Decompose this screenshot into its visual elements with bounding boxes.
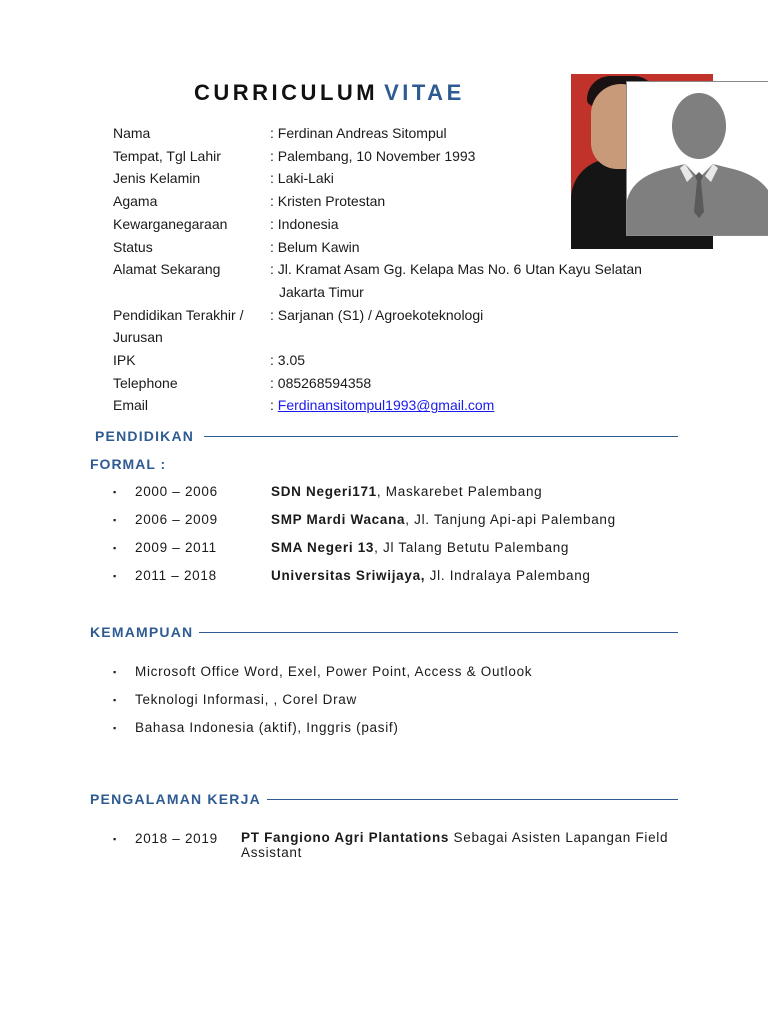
edu-years: 2006 – 2009 bbox=[135, 512, 218, 527]
list-item bbox=[113, 512, 616, 528]
info-row-alamat bbox=[113, 258, 693, 303]
bullet-icon: ▪ bbox=[113, 543, 117, 553]
bullet-icon: ▪ bbox=[113, 667, 117, 677]
cv-title bbox=[194, 80, 465, 106]
info-label-line1: Pendidikan Terakhir / bbox=[113, 306, 244, 323]
edu-desc bbox=[271, 484, 542, 500]
info-value: : Laki-Laki bbox=[270, 170, 334, 187]
section-divider bbox=[267, 799, 678, 800]
formal-label: FORMAL : bbox=[90, 456, 167, 472]
section-kemampuan bbox=[90, 624, 678, 640]
list-item bbox=[113, 568, 591, 584]
email-prefix: : bbox=[270, 397, 278, 414]
info-label: Nama bbox=[113, 125, 151, 141]
info-row-jenis-kelamin bbox=[113, 167, 693, 190]
edu-desc bbox=[271, 568, 591, 584]
info-label: Email bbox=[113, 397, 149, 414]
info-value: : Ferdinan Andreas Sitompul bbox=[270, 125, 447, 141]
info-label: Status bbox=[113, 238, 153, 255]
info-label: Alamat Sekarang bbox=[113, 261, 221, 278]
info-row-status bbox=[113, 236, 693, 259]
edu-desc bbox=[271, 512, 616, 528]
edu-desc bbox=[271, 540, 569, 556]
list-item bbox=[113, 540, 569, 556]
info-value: : Belum Kawin bbox=[270, 238, 360, 255]
skill-text: Teknologi Informasi, , Corel Draw bbox=[135, 692, 357, 707]
info-row-nama bbox=[113, 122, 693, 145]
edu-years: 2009 – 2011 bbox=[135, 540, 217, 555]
edu-place: , Jl Talang Betutu Palembang bbox=[374, 540, 570, 555]
bullet-icon: ▪ bbox=[113, 487, 117, 497]
section-title: KEMAMPUAN bbox=[90, 624, 194, 640]
bullet-icon: ▪ bbox=[113, 834, 117, 844]
bullet-icon: ▪ bbox=[113, 515, 117, 525]
edu-school: Universitas Sriwijaya, bbox=[271, 568, 426, 583]
info-row-ttl bbox=[113, 145, 693, 168]
info-value: : Palembang, 10 November 1993 bbox=[270, 147, 476, 164]
skill-text: Bahasa Indonesia (aktif), Inggris (pasif) bbox=[135, 720, 399, 735]
info-row-pendidikan bbox=[113, 304, 693, 349]
edu-place: , Jl. Tanjung Api-api Palembang bbox=[405, 512, 616, 527]
info-label: Kewarganegaraan bbox=[113, 215, 228, 232]
info-value: : Kristen Protestan bbox=[270, 193, 386, 210]
list-item bbox=[113, 484, 542, 500]
work-item bbox=[113, 831, 683, 860]
info-label bbox=[113, 304, 270, 349]
work-company: PT Fangiono Agri Plantations bbox=[241, 830, 450, 845]
info-value: : Indonesia bbox=[270, 215, 339, 232]
info-value: : Sarjanan (S1) / Agroekoteknologi bbox=[270, 306, 484, 323]
work-role: Sebagai Asisten Lapangan Field Assistant bbox=[241, 830, 669, 860]
section-title: PENGALAMAN KERJA bbox=[90, 791, 261, 807]
edu-school: SDN Negeri171 bbox=[271, 484, 377, 499]
email-link[interactable]: Ferdinansitompul1993@gmail.com bbox=[277, 397, 495, 414]
info-row-ipk bbox=[113, 349, 693, 372]
section-divider bbox=[204, 436, 678, 437]
work-years: 2018 – 2019 bbox=[135, 831, 218, 846]
list-item bbox=[113, 664, 532, 680]
info-label-line2: Jurusan bbox=[113, 329, 163, 346]
info-value-line1: : Jl. Kramat Asam Gg. Kelapa Mas No. 6 Utan Kayu Selatan bbox=[270, 261, 642, 278]
list-item bbox=[113, 692, 357, 708]
info-row-email bbox=[113, 394, 693, 417]
work-desc bbox=[241, 831, 683, 860]
info-label: Telephone bbox=[113, 374, 178, 391]
info-label: IPK bbox=[113, 352, 136, 369]
edu-place: , Maskarebet Palembang bbox=[376, 484, 543, 499]
edu-school: SMP Mardi Wacana bbox=[271, 512, 406, 527]
section-pendidikan bbox=[95, 428, 678, 444]
edu-years: 2011 – 2018 bbox=[135, 568, 217, 583]
list-item bbox=[113, 720, 399, 736]
bullet-icon: ▪ bbox=[113, 695, 117, 705]
bullet-icon: ▪ bbox=[113, 723, 117, 733]
info-label: Tempat, Tgl Lahir bbox=[113, 147, 221, 164]
section-divider bbox=[199, 632, 678, 633]
edu-school: SMA Negeri 13 bbox=[271, 540, 375, 555]
title-curriculum: CURRICULUM bbox=[194, 80, 379, 105]
edu-years: 2000 – 2006 bbox=[135, 484, 218, 499]
skill-text: Microsoft Office Word, Exel, Power Point, Access & Outlook bbox=[135, 664, 533, 679]
info-value bbox=[270, 394, 693, 417]
info-label: Jenis Kelamin bbox=[113, 170, 201, 187]
bullet-icon: ▪ bbox=[113, 571, 117, 581]
info-label: Agama bbox=[113, 193, 158, 210]
info-value: : 3.05 bbox=[270, 352, 306, 369]
title-vitae: VITAE bbox=[384, 80, 465, 105]
info-value-line2: Jakarta Timur bbox=[279, 283, 364, 300]
edu-place: Jl. Indralaya Palembang bbox=[425, 568, 591, 583]
info-row-kewarganegaraan bbox=[113, 213, 693, 236]
info-value bbox=[270, 258, 693, 303]
info-value: : 085268594358 bbox=[270, 374, 372, 391]
info-row-telephone bbox=[113, 372, 693, 395]
info-row-agama bbox=[113, 190, 693, 213]
personal-info bbox=[113, 122, 693, 417]
section-title: PENDIDIKAN bbox=[95, 428, 195, 444]
section-pengalaman-kerja bbox=[90, 791, 678, 807]
